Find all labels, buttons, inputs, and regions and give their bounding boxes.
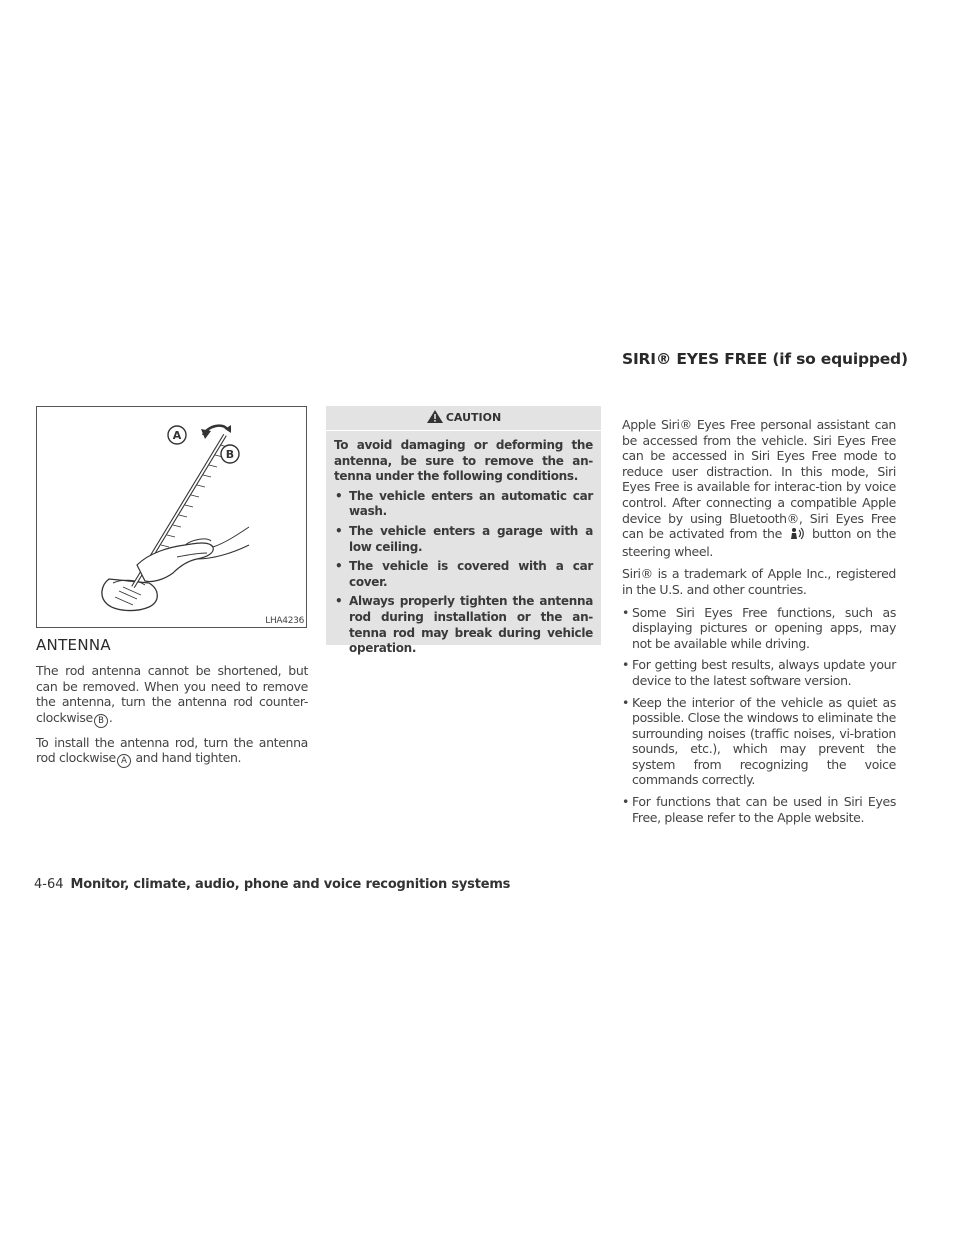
caution-box — [326, 406, 601, 656]
antenna-paragraph-1 — [36, 663, 308, 728]
caution-body — [326, 431, 601, 657]
list-item: • Keep the interior of the vehicle as quiet as possible. Close the windows to eliminate the surrounding noises (traffic noises, vi-bration sounds, etc.), which may prevent the system from recognizing the voice commands correctly. — [622, 695, 896, 789]
antenna-heading: ANTENNA — [36, 636, 111, 654]
antenna-p2-end: and hand tighten. — [135, 750, 242, 766]
siri-paragraph-1 — [622, 417, 896, 559]
page-footer — [34, 877, 510, 892]
siri-p1-start: Apple Siri® Eyes Free personal assistant can be accessed from the vehicle. Siri Eyes Free can be accessed in Siri Eyes Free mode to reduce user distraction. In this mode, Siri Eyes Free is available for interac-tion by voice control. After connecting a compatible Apple device by using Bluetooth®, Siri Eyes Free can be activated from the — [622, 417, 896, 542]
siri-bullet-list — [622, 605, 896, 826]
caution-item: • Always properly tighten the antenna rod during installation or the an-tenna rod may break during vehicle operation. — [334, 594, 593, 656]
antenna-p1-text: The rod antenna cannot be shortened, but can be removed. When you need to remove the antenna, turn the antenna rod counter-clockwise — [36, 663, 308, 725]
figure-code: LHA4236 — [265, 616, 304, 626]
list-item: • For functions that can be used in Siri Eyes Free, please refer to the Apple website. — [622, 794, 896, 825]
caution-list — [334, 489, 593, 657]
caution-title: CAUTION — [445, 411, 502, 424]
label-a: A — [172, 429, 182, 442]
list-item: • Some Siri Eyes Free functions, such as displaying pictures or opening apps, may not be available while driving. — [622, 605, 896, 652]
label-b: B — [225, 448, 235, 461]
caution-item: • The vehicle is covered with a car cover. — [334, 559, 593, 590]
antenna-section — [36, 636, 308, 775]
siri-section — [622, 417, 896, 831]
chapter-title: Monitor, climate, audio, phone and voice recognition systems — [70, 877, 511, 892]
antenna-paragraph-2 — [36, 735, 308, 769]
page-number: 4-64 — [34, 877, 64, 892]
antenna-p1-end: . — [108, 709, 113, 725]
siri-paragraph-2: Siri® is a trademark of Apple Inc., registered in the U.S. and other countries. — [622, 566, 896, 597]
caution-header — [326, 406, 601, 431]
antenna-illustration — [36, 406, 307, 628]
caution-item: • The vehicle enters a garage with a low ceiling. — [334, 524, 593, 555]
mark-b: B — [94, 714, 108, 728]
warning-triangle-icon — [426, 409, 444, 433]
antenna-drawing — [37, 407, 306, 627]
mark-a: A — [117, 754, 131, 768]
antenna-p2-text: To install the antenna rod, turn the antenna rod clockwise — [36, 734, 308, 766]
caution-intro: To avoid damaging or deforming the antenna, be sure to remove the an-tenna under the following conditions. — [334, 438, 593, 484]
siri-p1-end: button on the steering wheel. — [622, 526, 896, 559]
list-item: • For getting best results, always update your device to the latest software version. — [622, 657, 896, 688]
section-heading: SIRI® EYES FREE (if so equipped) — [622, 350, 908, 368]
voice-command-icon — [782, 527, 812, 544]
caution-item: • The vehicle enters an automatic car wash. — [334, 489, 593, 520]
